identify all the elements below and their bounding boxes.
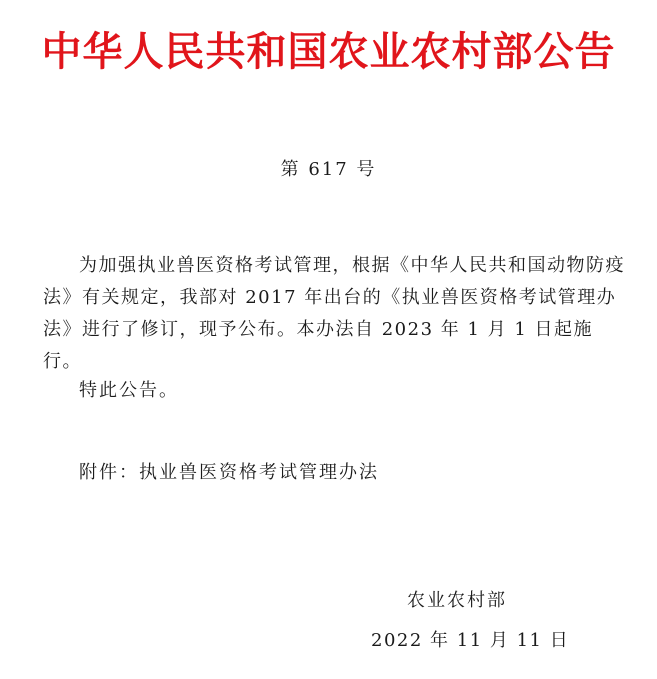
body-paragraph-main: 为加强执业兽医资格考试管理，根据《中华人民共和国动物防疫法》有关规定，我部对 2017 年出台的《执业兽医资格考试管理办法》进行了修订，现予公布。本办法自 2023 年 1 月 1 日起施行。 — [43, 255, 625, 372]
document-title: 中华人民共和国农业农村部公告 — [41, 29, 616, 75]
document-number: 第 617 号 — [280, 159, 377, 180]
issuer-signature: 农业农村部 — [407, 590, 507, 611]
body-paragraph-closing: 特此公告。 — [79, 380, 179, 401]
attachment-line: 附件：执业兽医资格考试管理办法 — [79, 462, 379, 483]
issue-date: 2022 年 11 月 11 日 — [371, 630, 570, 651]
